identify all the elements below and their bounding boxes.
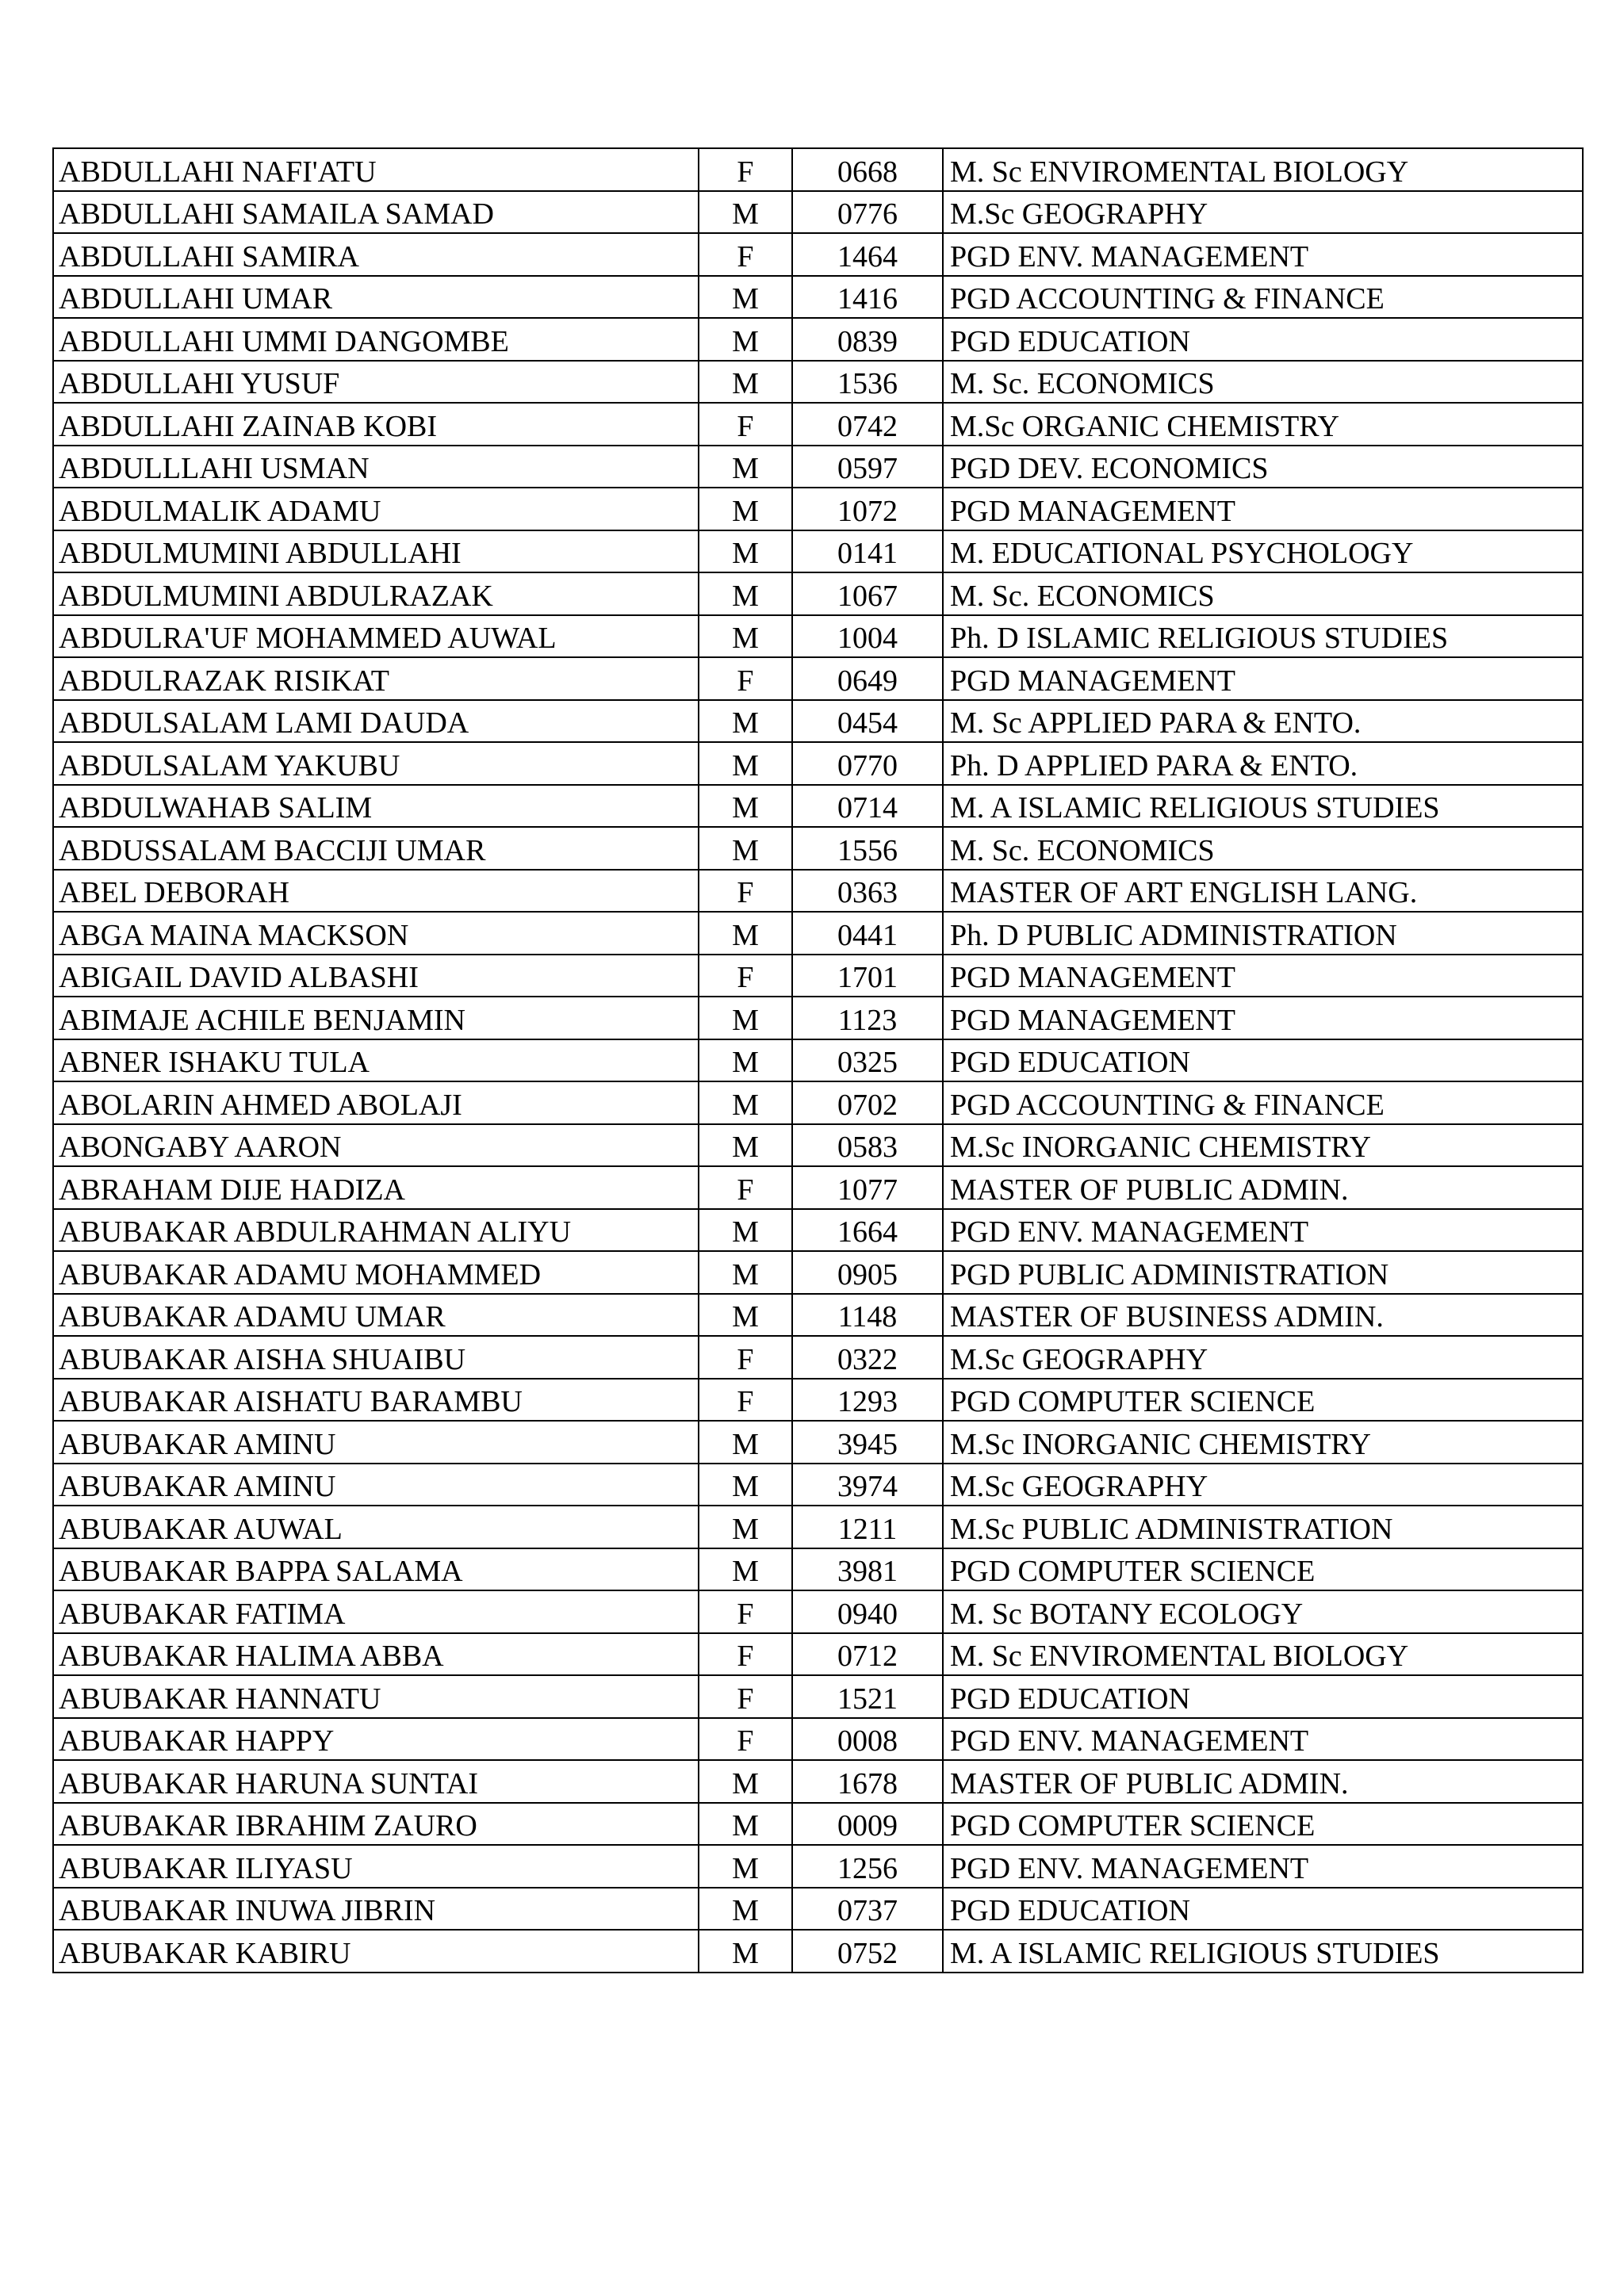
code-cell: 0454 bbox=[792, 700, 943, 743]
table-row bbox=[53, 1888, 1583, 1931]
table-row bbox=[53, 1548, 1583, 1591]
document-page bbox=[52, 147, 1582, 1973]
sex-cell: M bbox=[699, 827, 792, 870]
programme-cell: PGD ENV. MANAGEMENT bbox=[943, 1845, 1583, 1888]
student-roster-table bbox=[52, 147, 1584, 1973]
sex-cell: M bbox=[699, 1251, 792, 1294]
sex-cell: F bbox=[699, 1590, 792, 1633]
programme-cell: PGD COMPUTER SCIENCE bbox=[943, 1803, 1583, 1846]
programme-cell: Ph. D PUBLIC ADMINISTRATION bbox=[943, 912, 1583, 955]
code-cell: 3981 bbox=[792, 1548, 943, 1591]
student-name-cell: ABIGAIL DAVID ALBASHI bbox=[53, 955, 699, 997]
programme-cell: PGD EDUCATION bbox=[943, 1039, 1583, 1082]
student-name-cell: ABDULMALIK ADAMU bbox=[53, 488, 699, 530]
sex-cell: M bbox=[699, 191, 792, 234]
programme-cell: PGD COMPUTER SCIENCE bbox=[943, 1379, 1583, 1422]
table-row bbox=[53, 1421, 1583, 1464]
student-name-cell: ABUBAKAR HARUNA SUNTAI bbox=[53, 1760, 699, 1803]
sex-cell: M bbox=[699, 1548, 792, 1591]
sex-cell: M bbox=[699, 700, 792, 743]
code-cell: 3945 bbox=[792, 1421, 943, 1464]
student-name-cell: ABUBAKAR ILIYASU bbox=[53, 1845, 699, 1888]
programme-cell: PGD ACCOUNTING & FINANCE bbox=[943, 276, 1583, 319]
code-cell: 0009 bbox=[792, 1803, 943, 1846]
table-row bbox=[53, 615, 1583, 658]
sex-cell: F bbox=[699, 657, 792, 700]
code-cell: 0776 bbox=[792, 191, 943, 234]
code-cell: 0770 bbox=[792, 742, 943, 785]
sex-cell: F bbox=[699, 1675, 792, 1718]
sex-cell: M bbox=[699, 1888, 792, 1931]
sex-cell: M bbox=[699, 446, 792, 488]
sex-cell: F bbox=[699, 870, 792, 913]
table-row bbox=[53, 1166, 1583, 1209]
code-cell: 1211 bbox=[792, 1506, 943, 1548]
programme-cell: PGD MANAGEMENT bbox=[943, 997, 1583, 1039]
code-cell: 0702 bbox=[792, 1081, 943, 1124]
code-cell: 0441 bbox=[792, 912, 943, 955]
table-row bbox=[53, 572, 1583, 615]
student-name-cell: ABDUSSALAM BACCIJI UMAR bbox=[53, 827, 699, 870]
table-row bbox=[53, 1039, 1583, 1082]
student-name-cell: ABDULRAZAK RISIKAT bbox=[53, 657, 699, 700]
table-row bbox=[53, 870, 1583, 913]
code-cell: 0597 bbox=[792, 446, 943, 488]
sex-cell: M bbox=[699, 912, 792, 955]
code-cell: 0712 bbox=[792, 1633, 943, 1676]
table-row bbox=[53, 1124, 1583, 1167]
student-name-cell: ABDULLAHI SAMAILA SAMAD bbox=[53, 191, 699, 234]
programme-cell: Ph. D APPLIED PARA & ENTO. bbox=[943, 742, 1583, 785]
student-name-cell: ABDULWAHAB SALIM bbox=[53, 785, 699, 828]
student-name-cell: ABDULLAHI UMMI DANGOMBE bbox=[53, 318, 699, 361]
table-row bbox=[53, 912, 1583, 955]
student-name-cell: ABUBAKAR ABDULRAHMAN ALIYU bbox=[53, 1209, 699, 1252]
code-cell: 0583 bbox=[792, 1124, 943, 1167]
table-row bbox=[53, 1718, 1583, 1761]
student-name-cell: ABUBAKAR KABIRU bbox=[53, 1930, 699, 1973]
programme-cell: M.Sc GEOGRAPHY bbox=[943, 191, 1583, 234]
table-row bbox=[53, 361, 1583, 404]
student-name-cell: ABUBAKAR ADAMU UMAR bbox=[53, 1294, 699, 1337]
sex-cell: M bbox=[699, 572, 792, 615]
table-row bbox=[53, 1294, 1583, 1337]
student-name-cell: ABUBAKAR AMINU bbox=[53, 1464, 699, 1506]
code-cell: 0905 bbox=[792, 1251, 943, 1294]
programme-cell: M. A ISLAMIC RELIGIOUS STUDIES bbox=[943, 785, 1583, 828]
sex-cell: M bbox=[699, 1081, 792, 1124]
sex-cell: F bbox=[699, 955, 792, 997]
programme-cell: PGD EDUCATION bbox=[943, 1888, 1583, 1931]
code-cell: 1664 bbox=[792, 1209, 943, 1252]
sex-cell: M bbox=[699, 276, 792, 319]
student-name-cell: ABNER ISHAKU TULA bbox=[53, 1039, 699, 1082]
student-name-cell: ABUBAKAR HALIMA ABBA bbox=[53, 1633, 699, 1676]
code-cell: 1077 bbox=[792, 1166, 943, 1209]
programme-cell: M.Sc GEOGRAPHY bbox=[943, 1464, 1583, 1506]
sex-cell: M bbox=[699, 785, 792, 828]
programme-cell: M. EDUCATIONAL PSYCHOLOGY bbox=[943, 530, 1583, 573]
sex-cell: M bbox=[699, 1124, 792, 1167]
code-cell: 1701 bbox=[792, 955, 943, 997]
student-name-cell: ABUBAKAR AUWAL bbox=[53, 1506, 699, 1548]
sex-cell: M bbox=[699, 1039, 792, 1082]
sex-cell: F bbox=[699, 1633, 792, 1676]
code-cell: 1464 bbox=[792, 233, 943, 276]
code-cell: 0363 bbox=[792, 870, 943, 913]
student-name-cell: ABUBAKAR BAPPA SALAMA bbox=[53, 1548, 699, 1591]
sex-cell: F bbox=[699, 233, 792, 276]
code-cell: 0940 bbox=[792, 1590, 943, 1633]
programme-cell: PGD ENV. MANAGEMENT bbox=[943, 233, 1583, 276]
student-name-cell: ABUBAKAR HANNATU bbox=[53, 1675, 699, 1718]
programme-cell: M.Sc PUBLIC ADMINISTRATION bbox=[943, 1506, 1583, 1548]
programme-cell: M.Sc GEOGRAPHY bbox=[943, 1336, 1583, 1379]
student-name-cell: ABDULLAHI YUSUF bbox=[53, 361, 699, 404]
table-row bbox=[53, 1081, 1583, 1124]
student-name-cell: ABUBAKAR ADAMU MOHAMMED bbox=[53, 1251, 699, 1294]
code-cell: 1256 bbox=[792, 1845, 943, 1888]
table-row bbox=[53, 1675, 1583, 1718]
table-row bbox=[53, 403, 1583, 446]
sex-cell: M bbox=[699, 488, 792, 530]
programme-cell: MASTER OF PUBLIC ADMIN. bbox=[943, 1166, 1583, 1209]
sex-cell: F bbox=[699, 403, 792, 446]
sex-cell: M bbox=[699, 742, 792, 785]
programme-cell: PGD EDUCATION bbox=[943, 1675, 1583, 1718]
student-name-cell: ABDULSALAM LAMI DAUDA bbox=[53, 700, 699, 743]
student-name-cell: ABRAHAM DIJE HADIZA bbox=[53, 1166, 699, 1209]
table-row bbox=[53, 1633, 1583, 1676]
programme-cell: M. Sc ENVIROMENTAL BIOLOGY bbox=[943, 148, 1583, 191]
table-row bbox=[53, 1803, 1583, 1846]
code-cell: 0325 bbox=[792, 1039, 943, 1082]
sex-cell: M bbox=[699, 615, 792, 658]
student-name-cell: ABDULMUMINI ABDULLAHI bbox=[53, 530, 699, 573]
code-cell: 0008 bbox=[792, 1718, 943, 1761]
programme-cell: M. Sc. ECONOMICS bbox=[943, 361, 1583, 404]
programme-cell: M. Sc ENVIROMENTAL BIOLOGY bbox=[943, 1633, 1583, 1676]
programme-cell: PGD PUBLIC ADMINISTRATION bbox=[943, 1251, 1583, 1294]
code-cell: 1678 bbox=[792, 1760, 943, 1803]
table-row bbox=[53, 827, 1583, 870]
table-row bbox=[53, 318, 1583, 361]
programme-cell: M. Sc BOTANY ECOLOGY bbox=[943, 1590, 1583, 1633]
sex-cell: M bbox=[699, 1803, 792, 1846]
programme-cell: MASTER OF ART ENGLISH LANG. bbox=[943, 870, 1583, 913]
table-row bbox=[53, 191, 1583, 234]
programme-cell: MASTER OF PUBLIC ADMIN. bbox=[943, 1760, 1583, 1803]
sex-cell: M bbox=[699, 361, 792, 404]
sex-cell: F bbox=[699, 148, 792, 191]
programme-cell: M. Sc APPLIED PARA & ENTO. bbox=[943, 700, 1583, 743]
programme-cell: PGD MANAGEMENT bbox=[943, 955, 1583, 997]
code-cell: 1072 bbox=[792, 488, 943, 530]
student-name-cell: ABDULLAHI SAMIRA bbox=[53, 233, 699, 276]
sex-cell: M bbox=[699, 1760, 792, 1803]
code-cell: 0737 bbox=[792, 1888, 943, 1931]
student-name-cell: ABUBAKAR INUWA JIBRIN bbox=[53, 1888, 699, 1931]
sex-cell: M bbox=[699, 530, 792, 573]
code-cell: 0668 bbox=[792, 148, 943, 191]
table-row bbox=[53, 148, 1583, 191]
programme-cell: PGD ENV. MANAGEMENT bbox=[943, 1718, 1583, 1761]
code-cell: 1536 bbox=[792, 361, 943, 404]
code-cell: 0141 bbox=[792, 530, 943, 573]
code-cell: 1148 bbox=[792, 1294, 943, 1337]
student-name-cell: ABUBAKAR FATIMA bbox=[53, 1590, 699, 1633]
sex-cell: F bbox=[699, 1166, 792, 1209]
sex-cell: M bbox=[699, 1506, 792, 1548]
table-row bbox=[53, 446, 1583, 488]
table-row bbox=[53, 1760, 1583, 1803]
student-name-cell: ABUBAKAR IBRAHIM ZAURO bbox=[53, 1803, 699, 1846]
programme-cell: M.Sc ORGANIC CHEMISTRY bbox=[943, 403, 1583, 446]
code-cell: 1416 bbox=[792, 276, 943, 319]
student-name-cell: ABDULSALAM YAKUBU bbox=[53, 742, 699, 785]
table-row bbox=[53, 955, 1583, 997]
table-row bbox=[53, 1379, 1583, 1422]
student-name-cell: ABGA MAINA MACKSON bbox=[53, 912, 699, 955]
sex-cell: M bbox=[699, 1421, 792, 1464]
table-row bbox=[53, 488, 1583, 530]
student-name-cell: ABUBAKAR AMINU bbox=[53, 1421, 699, 1464]
table-row bbox=[53, 1251, 1583, 1294]
student-name-cell: ABDULRA'UF MOHAMMED AUWAL bbox=[53, 615, 699, 658]
student-name-cell: ABDULLLAHI USMAN bbox=[53, 446, 699, 488]
table-row bbox=[53, 1209, 1583, 1252]
student-name-cell: ABDULLAHI NAFI'ATU bbox=[53, 148, 699, 191]
table-row bbox=[53, 997, 1583, 1039]
code-cell: 0839 bbox=[792, 318, 943, 361]
student-name-cell: ABDULLAHI ZAINAB KOBI bbox=[53, 403, 699, 446]
student-name-cell: ABOLARIN AHMED ABOLAJI bbox=[53, 1081, 699, 1124]
sex-cell: M bbox=[699, 1464, 792, 1506]
code-cell: 1521 bbox=[792, 1675, 943, 1718]
programme-cell: PGD ACCOUNTING & FINANCE bbox=[943, 1081, 1583, 1124]
table-row bbox=[53, 657, 1583, 700]
sex-cell: M bbox=[699, 1294, 792, 1337]
programme-cell: M.Sc INORGANIC CHEMISTRY bbox=[943, 1421, 1583, 1464]
sex-cell: M bbox=[699, 1930, 792, 1973]
student-name-cell: ABDULMUMINI ABDULRAZAK bbox=[53, 572, 699, 615]
sex-cell: F bbox=[699, 1336, 792, 1379]
student-name-cell: ABDULLAHI UMAR bbox=[53, 276, 699, 319]
table-row bbox=[53, 1930, 1583, 1973]
code-cell: 1067 bbox=[792, 572, 943, 615]
table-row bbox=[53, 742, 1583, 785]
code-cell: 0322 bbox=[792, 1336, 943, 1379]
code-cell: 1556 bbox=[792, 827, 943, 870]
programme-cell: MASTER OF BUSINESS ADMIN. bbox=[943, 1294, 1583, 1337]
table-row bbox=[53, 700, 1583, 743]
code-cell: 1293 bbox=[792, 1379, 943, 1422]
table-row bbox=[53, 1590, 1583, 1633]
programme-cell: Ph. D ISLAMIC RELIGIOUS STUDIES bbox=[943, 615, 1583, 658]
table-row bbox=[53, 233, 1583, 276]
sex-cell: M bbox=[699, 997, 792, 1039]
student-name-cell: ABUBAKAR AISHA SHUAIBU bbox=[53, 1336, 699, 1379]
programme-cell: PGD COMPUTER SCIENCE bbox=[943, 1548, 1583, 1591]
student-name-cell: ABONGABY AARON bbox=[53, 1124, 699, 1167]
table-row bbox=[53, 1845, 1583, 1888]
code-cell: 0742 bbox=[792, 403, 943, 446]
sex-cell: M bbox=[699, 1845, 792, 1888]
table-row bbox=[53, 1336, 1583, 1379]
student-name-cell: ABUBAKAR HAPPY bbox=[53, 1718, 699, 1761]
programme-cell: M. Sc. ECONOMICS bbox=[943, 827, 1583, 870]
programme-cell: M. Sc. ECONOMICS bbox=[943, 572, 1583, 615]
code-cell: 0714 bbox=[792, 785, 943, 828]
code-cell: 0752 bbox=[792, 1930, 943, 1973]
programme-cell: PGD MANAGEMENT bbox=[943, 488, 1583, 530]
student-name-cell: ABIMAJE ACHILE BENJAMIN bbox=[53, 997, 699, 1039]
programme-cell: M. A ISLAMIC RELIGIOUS STUDIES bbox=[943, 1930, 1583, 1973]
sex-cell: M bbox=[699, 1209, 792, 1252]
student-name-cell: ABUBAKAR AISHATU BARAMBU bbox=[53, 1379, 699, 1422]
code-cell: 1004 bbox=[792, 615, 943, 658]
code-cell: 3974 bbox=[792, 1464, 943, 1506]
code-cell: 1123 bbox=[792, 997, 943, 1039]
programme-cell: M.Sc INORGANIC CHEMISTRY bbox=[943, 1124, 1583, 1167]
programme-cell: PGD MANAGEMENT bbox=[943, 657, 1583, 700]
table-row bbox=[53, 1506, 1583, 1548]
student-name-cell: ABEL DEBORAH bbox=[53, 870, 699, 913]
table-row bbox=[53, 1464, 1583, 1506]
sex-cell: F bbox=[699, 1718, 792, 1761]
table-row bbox=[53, 530, 1583, 573]
roster-body bbox=[53, 148, 1583, 1973]
sex-cell: M bbox=[699, 318, 792, 361]
table-row bbox=[53, 276, 1583, 319]
code-cell: 0649 bbox=[792, 657, 943, 700]
programme-cell: PGD DEV. ECONOMICS bbox=[943, 446, 1583, 488]
programme-cell: PGD EDUCATION bbox=[943, 318, 1583, 361]
sex-cell: F bbox=[699, 1379, 792, 1422]
table-row bbox=[53, 785, 1583, 828]
programme-cell: PGD ENV. MANAGEMENT bbox=[943, 1209, 1583, 1252]
